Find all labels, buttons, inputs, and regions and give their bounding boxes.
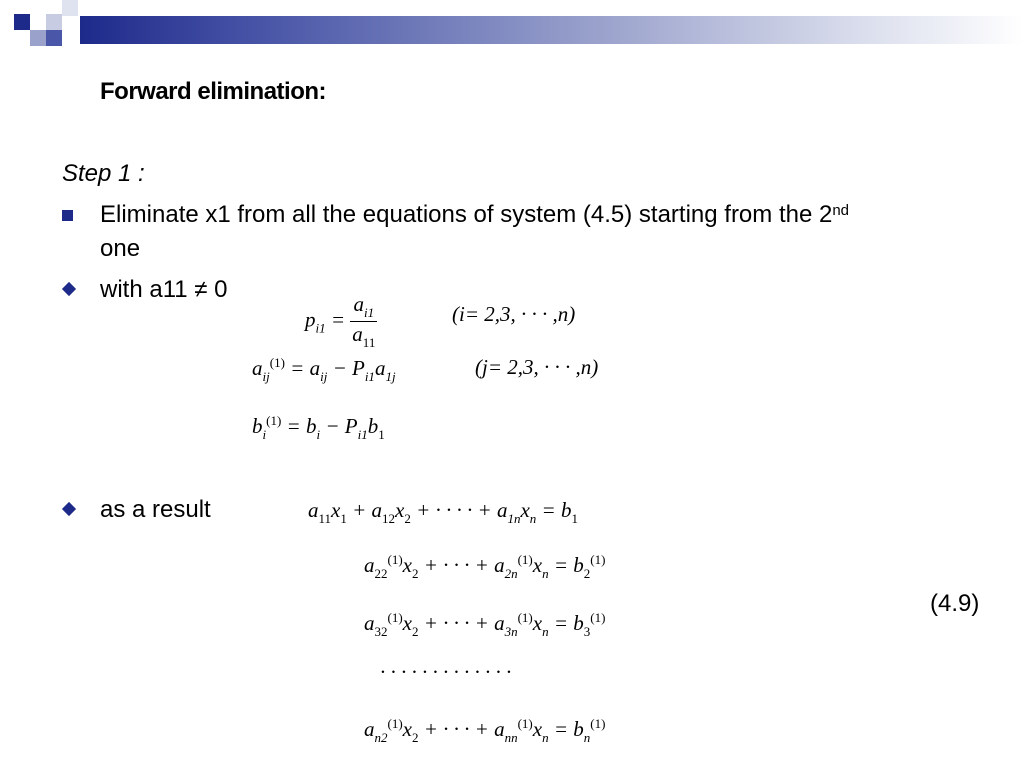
logo-square-light [46, 14, 62, 30]
formula-a-update: $a_{ij}^{(1)} = a_{ij} - P_{i1}a_{1j}$ [252, 355, 396, 384]
step-label: Step 1 : [62, 160, 145, 187]
formula-j-range: (j= 2,3, · · · ,n) [475, 355, 599, 379]
ordinal-suffix: nd [832, 202, 850, 219]
formula-pivot-ratio: $p_{i1}$ = $\frac{a_{i1}}{a_{11}}$ [305, 292, 376, 350]
bullet-result [62, 493, 312, 527]
system-row-1: $a_{11}x_1 + a_{12}x_2$ + · · · · + $a_{1n}x_n = b_1$ [308, 498, 578, 526]
diamond-bullet-icon [62, 282, 76, 296]
formula-i-range: (i= 2,3, · · · ,n) [452, 302, 576, 326]
system-row-3: $a_{32}^{(1)}x_2$ + · · · + $a_{3n}^{(1)}x_n = b_3^{(1)}$ [364, 610, 606, 639]
logo-square-light [30, 30, 46, 46]
diamond-bullet-icon [62, 502, 76, 516]
bullet-eliminate [62, 198, 1002, 268]
system-row-2: $a_{22}^{(1)}x_2$ + · · · + $a_{2n}^{(1)}x_n = b_2^{(1)}$ [364, 552, 606, 581]
system-dots-row: · · · · · · · · · · · · · [380, 660, 512, 684]
bullet-condition-text: with a11 ≠ 0 [100, 276, 228, 303]
header-gradient-bar [80, 16, 1024, 44]
logo-square-dark [14, 14, 30, 30]
bullet-result-text: as a result [100, 496, 211, 523]
bullet-condition [62, 273, 462, 307]
bullet-eliminate-continuation: one [100, 235, 141, 262]
logo-square-light [62, 0, 78, 16]
slide-title: Forward elimination: [100, 78, 327, 105]
bullet-eliminate-text: Eliminate x1 from all the equations of system (4.5) starting from the 2 [100, 201, 833, 228]
square-bullet-icon [62, 210, 73, 221]
system-row-n: $a_{n2}^{(1)}x_2$ + · · · + $a_{nn}^{(1)}x_n = b_n^{(1)}$ [364, 716, 606, 745]
formula-b-update: $b_i^{(1)} = b_i - P_{i1}b_1$ [252, 413, 385, 442]
equation-number: (4.9) [930, 590, 980, 617]
logo-square-mid [46, 30, 62, 46]
